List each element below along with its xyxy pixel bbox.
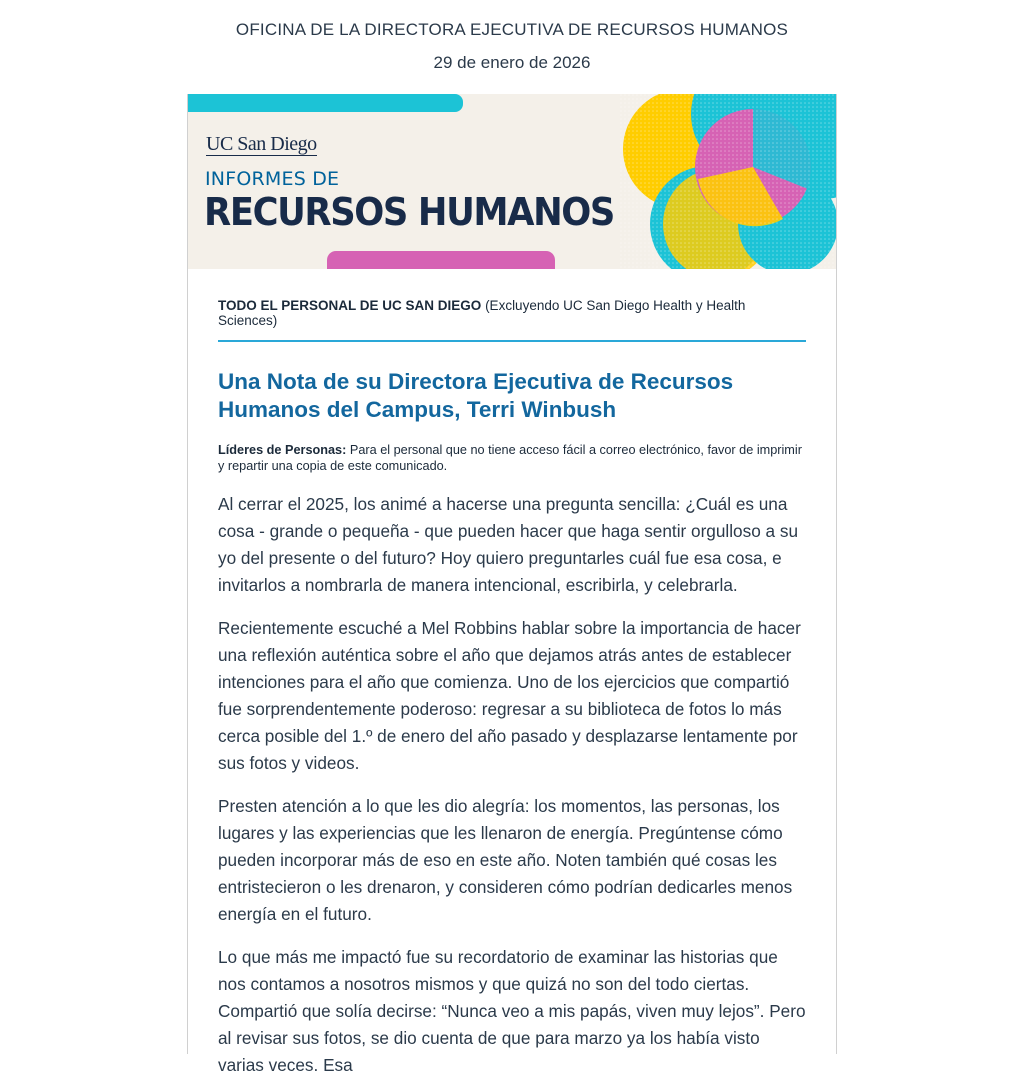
audience-label: TODO EL PERSONAL DE UC SAN DIEGO bbox=[218, 298, 482, 313]
audience-note: (Excluyendo UC San Diego Health y Health Sciences) bbox=[218, 298, 746, 328]
article-heading: Una Nota de su Directora Ejecutiva de Recursos Humanos del Campus, Terri Winbush bbox=[218, 369, 734, 422]
audience-line bbox=[218, 298, 806, 342]
paragraph-3: Presten atención a lo que les dio alegría: los momentos, las personas, los lugares y las experiencias que les llenaron de energía. Pregúntense cómo pueden incorporar más de eso en este año. Noten también qué cosas les entristecieron o les drenaron, y consideren cómo podrían dedicarles menos energía en el futuro. bbox=[218, 796, 793, 924]
top-cyan-bar bbox=[188, 94, 463, 112]
banner-title: RECURSOS HUMANOS bbox=[204, 190, 614, 234]
newsletter-banner bbox=[188, 94, 836, 269]
leaders-note bbox=[218, 442, 806, 474]
paragraph-2: Recientemente escuché a Mel Robbins hablar sobre la importancia de hacer una reflexión auténtica sobre el año que dejamos atrás antes de establecer intenciones para el año que comienza. Uno de los ejercicios que compartió fue sorprendentemente poderoso: regresar a su biblioteca de fotos lo más cerca posible del 1.º de enero del año pasado y desplazarse lentamente por sus fotos y videos. bbox=[218, 618, 801, 773]
banner-subtitle: INFORMES DE bbox=[205, 168, 340, 190]
newsletter-content bbox=[218, 269, 806, 1079]
paragraph-1: Al cerrar el 2025, los animé a hacerse una pregunta sencilla: ¿Cuál es una cosa - grande o pequeña - que pueden hacer que haga sentir orgulloso a su yo del presente o del futuro? Hoy quiero preguntarles cuál fue esa cosa, e invitarlos a nombrarla de manera intencional, escribirla, y celebrarla. bbox=[218, 494, 799, 595]
email-card bbox=[187, 94, 837, 1075]
uc-san-diego-logo: UC San Diego bbox=[206, 133, 317, 155]
newsletter-date: 29 de enero de 2026 bbox=[433, 53, 591, 72]
office-header: OFICINA DE LA DIRECTORA EJECUTIVA DE RECURSOS HUMANOS bbox=[235, 20, 789, 39]
bottom-pink-bar bbox=[327, 251, 555, 269]
leaders-text: Para el personal que no tiene acceso fácil a correo electrónico, favor de imprimir y repartir una copia de este comunicado. bbox=[218, 443, 802, 473]
leaders-label: Líderes de Personas: bbox=[218, 443, 347, 457]
paragraph-4: Lo que más me impactó fue su recordatorio de examinar las historias que nos contamos a nosotros mismos y que quizá no son del todo ciertas. Compartió que solía decirse: “Nunca veo a mis papás, viven muy lejos”. Pero al revisar sus fotos, se dio cuenta de que para marzo ya los había visto varias veces. Esa bbox=[218, 947, 806, 1075]
